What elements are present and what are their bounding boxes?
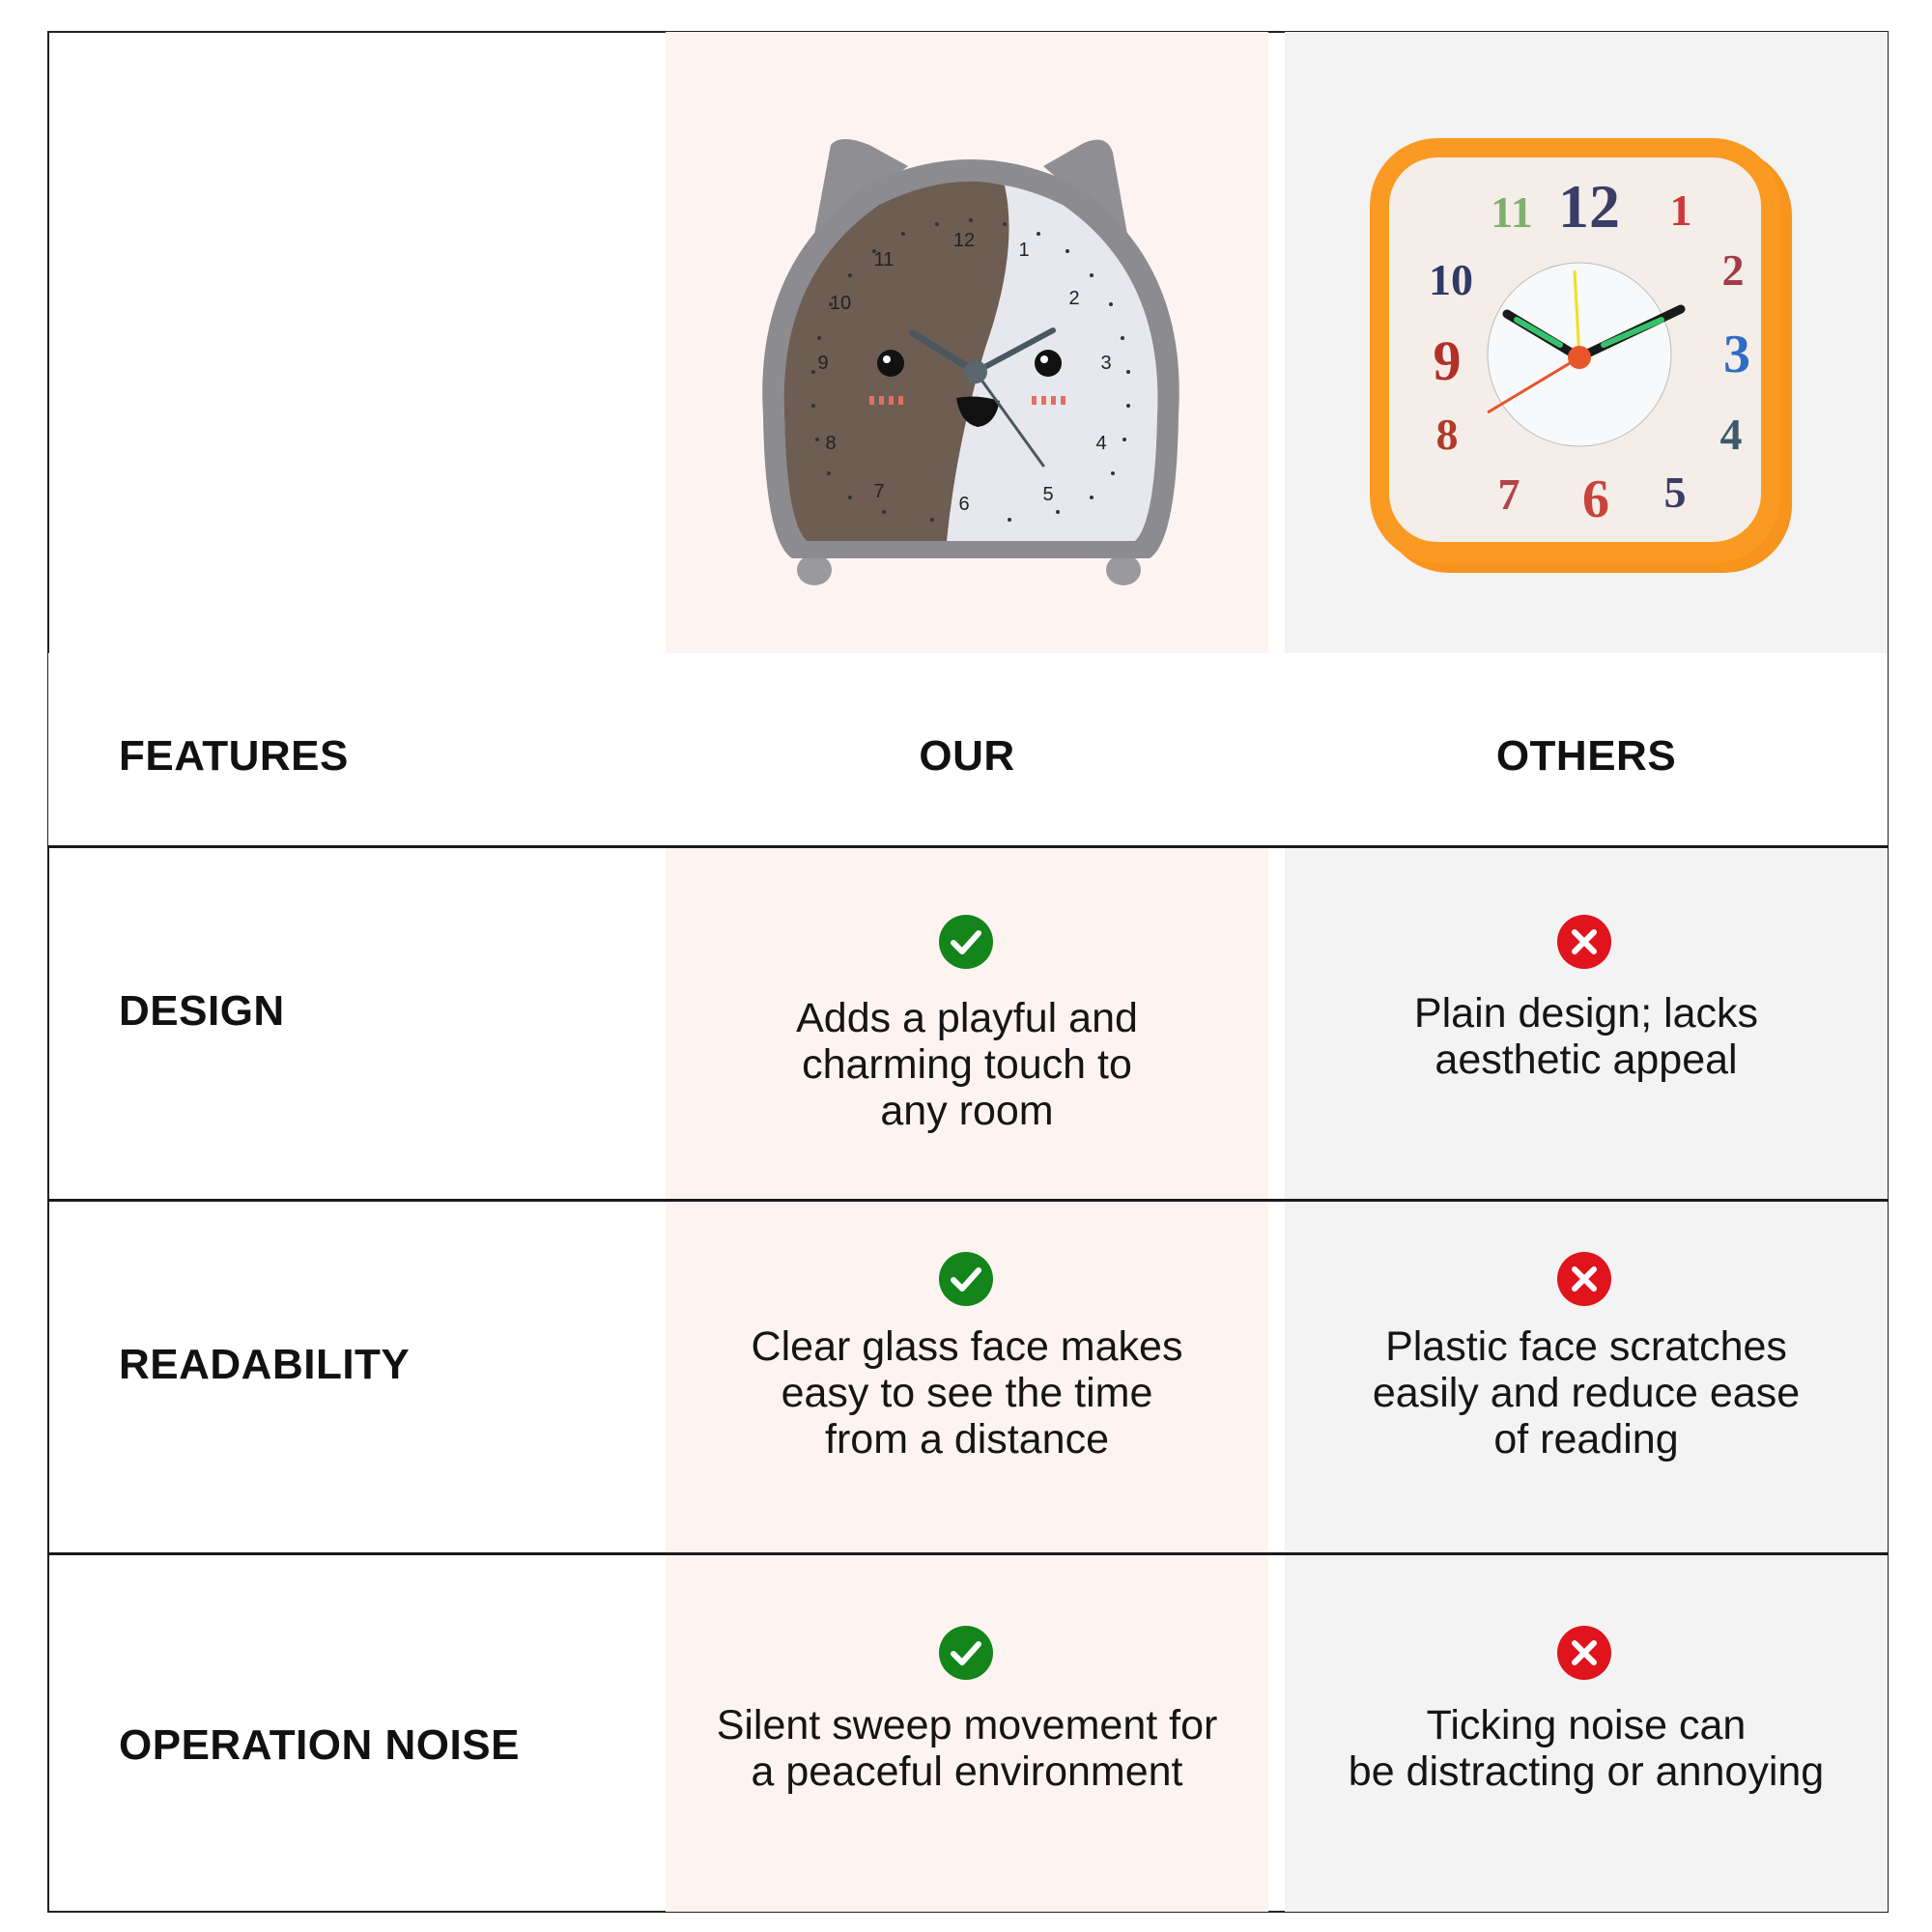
readability-our-text (666, 1323, 1268, 1463)
svg-text:4: 4 (1095, 433, 1107, 454)
svg-text:10: 10 (829, 293, 852, 314)
text-line: Adds a playful and (796, 995, 1138, 1041)
svg-text:1: 1 (1669, 185, 1692, 235)
svg-text:8: 8 (1435, 410, 1459, 459)
svg-text:12: 12 (952, 230, 976, 251)
noise-others-text (1285, 1702, 1888, 1795)
cross-icon (1557, 1252, 1611, 1306)
svg-text:6: 6 (1582, 469, 1609, 529)
others-clock-image (1362, 130, 1797, 580)
svg-text:7: 7 (1497, 469, 1520, 519)
svg-text:5: 5 (1663, 468, 1687, 517)
text-line: Plastic face scratches (1385, 1323, 1787, 1370)
svg-text:11: 11 (1491, 187, 1533, 237)
noise-our-text (666, 1702, 1268, 1795)
text-line: aesthetic appeal (1435, 1037, 1738, 1083)
svg-text:8: 8 (825, 433, 837, 454)
text-line: Silent sweep movement for (716, 1702, 1218, 1748)
feature-design: DESIGN (119, 987, 285, 1035)
text-line: Ticking noise can (1426, 1702, 1747, 1748)
check-icon (939, 1252, 993, 1306)
svg-text:3: 3 (1723, 325, 1750, 384)
row-divider (47, 1552, 1889, 1555)
svg-text:7: 7 (873, 481, 885, 502)
text-line: charming touch to (802, 1041, 1132, 1088)
text-line: from a distance (825, 1416, 1109, 1463)
svg-text:4: 4 (1719, 410, 1743, 459)
svg-text:12: 12 (1558, 172, 1620, 241)
row-divider (47, 1199, 1889, 1202)
features-header: FEATURES (119, 732, 349, 780)
svg-text:10: 10 (1429, 255, 1473, 304)
svg-text:2: 2 (1068, 288, 1080, 309)
design-others-text (1285, 990, 1888, 1083)
row-divider (47, 845, 1889, 848)
check-icon (939, 915, 993, 969)
text-line: any room (880, 1088, 1054, 1134)
our-clock-image (724, 116, 1227, 623)
feature-readability: READABILITY (119, 1341, 411, 1388)
text-line: Clear glass face makes (751, 1323, 1183, 1370)
readability-others-text (1285, 1323, 1888, 1463)
svg-text:2: 2 (1721, 245, 1745, 295)
cross-icon (1557, 915, 1611, 969)
design-our-text (666, 995, 1268, 1134)
text-line: easy to see the time (781, 1370, 1153, 1416)
svg-text:6: 6 (958, 494, 970, 515)
svg-text:5: 5 (1042, 484, 1054, 505)
text-line: of reading (1493, 1416, 1679, 1463)
others-header: OTHERS (1495, 732, 1677, 780)
check-icon (939, 1626, 993, 1680)
svg-text:1: 1 (1018, 240, 1030, 261)
text-line: a peaceful environment (751, 1748, 1183, 1795)
svg-text:9: 9 (1433, 329, 1462, 392)
text-line: easily and reduce ease (1372, 1370, 1801, 1416)
text-line: be distracting or annoying (1348, 1748, 1825, 1795)
svg-text:11: 11 (873, 249, 895, 270)
svg-text:9: 9 (817, 353, 829, 374)
feature-operation-noise: OPERATION NOISE (119, 1721, 520, 1769)
cross-icon (1557, 1626, 1611, 1680)
our-header: OUR (919, 732, 1015, 780)
text-line: Plain design; lacks (1413, 990, 1759, 1037)
svg-text:3: 3 (1100, 353, 1112, 374)
